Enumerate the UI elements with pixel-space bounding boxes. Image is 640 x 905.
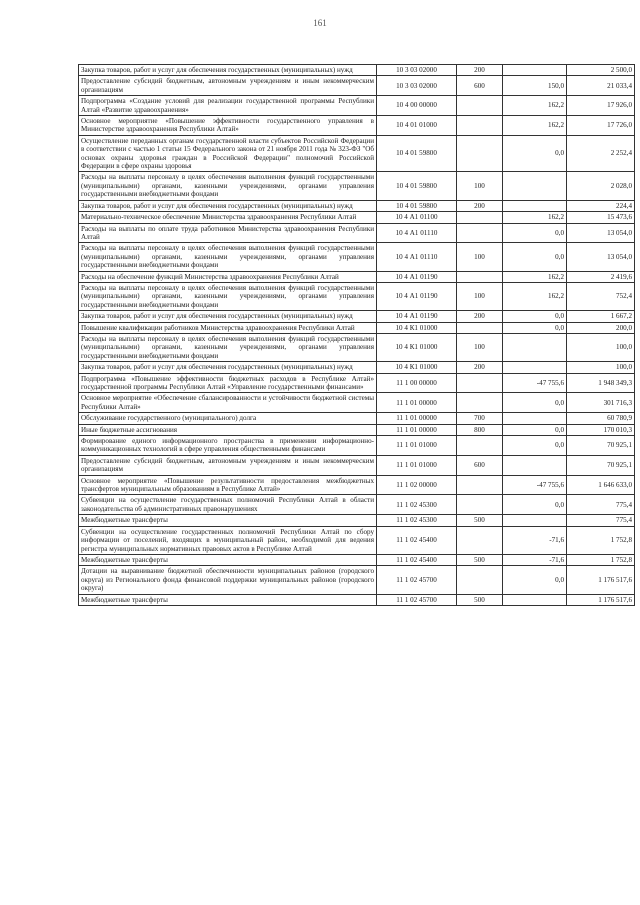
row-change-amount xyxy=(503,455,567,475)
row-total-amount: 2 419,6 xyxy=(567,271,635,282)
row-change-amount xyxy=(503,594,567,605)
row-description: Иные бюджетные ассигнования xyxy=(79,424,377,435)
row-code: 10 4 00 00000 xyxy=(377,96,457,116)
row-description: Основное мероприятие «Повышение эффективности государственного управления в Министерстве здравоохранения Республики Алтай» xyxy=(79,116,377,136)
row-code: 10 4 А1 01110 xyxy=(377,243,457,271)
row-code: 10 3 03 02000 xyxy=(377,65,457,76)
table-row xyxy=(79,362,635,373)
table-row xyxy=(79,200,635,211)
table-row xyxy=(79,223,635,243)
row-description: Закупка товаров, работ и услуг для обеспечения государственных (муниципальных) нужд xyxy=(79,200,377,211)
row-code: 11 1 02 45400 xyxy=(377,554,457,565)
row-description: Повышение квалификации работников Министерства здравоохранения Республики Алтай xyxy=(79,322,377,333)
row-total-amount: 15 473,6 xyxy=(567,212,635,223)
table-row xyxy=(79,373,635,393)
row-change-amount xyxy=(503,515,567,526)
row-expense-type: 200 xyxy=(457,200,503,211)
table-row xyxy=(79,455,635,475)
row-change-amount: 162,2 xyxy=(503,282,567,310)
row-expense-type: 600 xyxy=(457,76,503,96)
table-row xyxy=(79,333,635,361)
row-code: 11 1 02 45400 xyxy=(377,526,457,554)
row-description: Субвенции на осуществление государственных полномочий Республики Алтай в области законодательства об административных правонарушениях xyxy=(79,495,377,515)
row-total-amount: 1 176 517,6 xyxy=(567,566,635,594)
row-change-amount xyxy=(503,413,567,424)
row-total-amount: 170 010,3 xyxy=(567,424,635,435)
row-change-amount: 162,2 xyxy=(503,271,567,282)
row-description: Расходы на выплаты персоналу в целях обеспечения выполнения функций государственными (муниципальными) органами, казенными учреждениями, органами управления государственными внебюджетными фондами xyxy=(79,333,377,361)
table-row xyxy=(79,76,635,96)
row-code: 11 1 02 45300 xyxy=(377,515,457,526)
row-expense-type xyxy=(457,223,503,243)
row-code: 10 4 А1 01110 xyxy=(377,223,457,243)
row-code: 11 1 02 45300 xyxy=(377,495,457,515)
row-change-amount: 150,0 xyxy=(503,76,567,96)
row-change-amount: 162,2 xyxy=(503,116,567,136)
row-code: 11 1 01 01000 xyxy=(377,436,457,456)
table-row xyxy=(79,424,635,435)
row-change-amount: 0,0 xyxy=(503,436,567,456)
row-total-amount: 1 667,2 xyxy=(567,311,635,322)
row-code: 11 1 00 00000 xyxy=(377,373,457,393)
table-row xyxy=(79,135,635,172)
row-code: 10 4 01 59800 xyxy=(377,135,457,172)
row-expense-type: 100 xyxy=(457,172,503,200)
row-change-amount xyxy=(503,333,567,361)
row-description: Осуществление переданных органам государственной власти субъектов Российской Федерации в соответствии с частью 1 статьи 15 Федерального закона от 21 ноября 2011 года № 323-ФЗ "Об основах охраны здоровья граждан в Российской Федерации" полномочий Российской Федерации в сфере охраны здоровья xyxy=(79,135,377,172)
table-row xyxy=(79,526,635,554)
row-expense-type: 600 xyxy=(457,455,503,475)
row-expense-type: 100 xyxy=(457,243,503,271)
row-description: Расходы на выплаты персоналу в целях обеспечения выполнения функций государственными (муниципальными) органами, казенными учреждениями, органами управления государственными внебюджетными фондами xyxy=(79,282,377,310)
row-change-amount xyxy=(503,200,567,211)
row-total-amount: 21 033,4 xyxy=(567,76,635,96)
row-expense-type xyxy=(457,212,503,223)
row-description: Основное мероприятие «Повышение результативности предоставления межбюджетных трансфертов муниципальным образованиям в Республике Алтай» xyxy=(79,475,377,495)
row-total-amount: 752,4 xyxy=(567,282,635,310)
row-code: 10 4 К1 01000 xyxy=(377,322,457,333)
table-row xyxy=(79,271,635,282)
row-code: 10 4 К1 01000 xyxy=(377,333,457,361)
row-code: 10 4 А1 01190 xyxy=(377,271,457,282)
row-total-amount: 17 926,0 xyxy=(567,96,635,116)
row-code: 10 4 К1 01000 xyxy=(377,362,457,373)
row-total-amount: 1 752,8 xyxy=(567,554,635,565)
row-code: 11 1 02 45700 xyxy=(377,594,457,605)
table-row xyxy=(79,393,635,413)
table-row xyxy=(79,96,635,116)
row-expense-type xyxy=(457,566,503,594)
table-row xyxy=(79,243,635,271)
row-change-amount: -47 755,6 xyxy=(503,373,567,393)
row-change-amount: 0,0 xyxy=(503,311,567,322)
table-row xyxy=(79,566,635,594)
row-code: 11 1 01 00000 xyxy=(377,424,457,435)
row-expense-type: 500 xyxy=(457,554,503,565)
row-description: Подпрограмма «Создание условий для реализации государственной программы Республики Алтай «Развитие здравоохранения» xyxy=(79,96,377,116)
row-description: Субвенции на осуществление государственных полномочий Республики Алтай по сбору информации от поселений, входящих в муниципальный район, необходимой для ведения регистра муниципальных нормативных правовых актов в Республике Алтай xyxy=(79,526,377,554)
row-change-amount: -71,6 xyxy=(503,526,567,554)
row-expense-type xyxy=(457,475,503,495)
row-total-amount: 100,0 xyxy=(567,333,635,361)
row-total-amount: 200,0 xyxy=(567,322,635,333)
table-row xyxy=(79,436,635,456)
row-description: Подпрограмма «Повышение эффективности бюджетных расходов в Республике Алтай» государственной программы Республики Алтай «Управление государственными финансами» xyxy=(79,373,377,393)
row-expense-type xyxy=(457,495,503,515)
row-code: 10 3 03 02000 xyxy=(377,76,457,96)
row-expense-type: 200 xyxy=(457,311,503,322)
row-description: Закупка товаров, работ и услуг для обеспечения государственных (муниципальных) нужд xyxy=(79,362,377,373)
row-expense-type xyxy=(457,116,503,136)
table-row xyxy=(79,475,635,495)
row-expense-type: 500 xyxy=(457,594,503,605)
row-change-amount: -71,6 xyxy=(503,554,567,565)
row-total-amount: 775,4 xyxy=(567,495,635,515)
table-row xyxy=(79,65,635,76)
row-description: Обслуживание государственного (муниципального) долга xyxy=(79,413,377,424)
row-total-amount: 70 925,1 xyxy=(567,455,635,475)
row-code: 10 4 01 59800 xyxy=(377,200,457,211)
row-expense-type: 500 xyxy=(457,515,503,526)
row-description: Закупка товаров, работ и услуг для обеспечения государственных (муниципальных) нужд xyxy=(79,65,377,76)
budget-table-body xyxy=(79,65,635,606)
row-total-amount: 775,4 xyxy=(567,515,635,526)
row-description: Материально-техническое обеспечение Министерства здравоохранения Республики Алтай xyxy=(79,212,377,223)
row-total-amount: 1 948 349,3 xyxy=(567,373,635,393)
row-code: 11 1 02 45700 xyxy=(377,566,457,594)
row-change-amount: 0,0 xyxy=(503,223,567,243)
row-expense-type xyxy=(457,373,503,393)
budget-table xyxy=(78,64,635,606)
row-expense-type: 800 xyxy=(457,424,503,435)
page-number: 161 xyxy=(313,18,327,28)
row-description: Предоставление субсидий бюджетным, автономным учреждениям и иным некоммерческим организациям xyxy=(79,76,377,96)
table-row xyxy=(79,212,635,223)
row-expense-type xyxy=(457,135,503,172)
row-total-amount: 1 646 633,0 xyxy=(567,475,635,495)
row-change-amount: 0,0 xyxy=(503,322,567,333)
row-expense-type: 200 xyxy=(457,65,503,76)
table-row xyxy=(79,172,635,200)
row-expense-type xyxy=(457,526,503,554)
table-row xyxy=(79,495,635,515)
row-total-amount: 2 252,4 xyxy=(567,135,635,172)
row-change-amount: 162,2 xyxy=(503,96,567,116)
row-expense-type: 100 xyxy=(457,282,503,310)
table-row xyxy=(79,594,635,605)
row-total-amount: 100,0 xyxy=(567,362,635,373)
row-description: Межбюджетные трансферты xyxy=(79,554,377,565)
row-code: 11 1 01 00000 xyxy=(377,393,457,413)
row-change-amount: 0,0 xyxy=(503,135,567,172)
row-total-amount: 13 054,0 xyxy=(567,223,635,243)
row-description: Расходы на обеспечение функций Министерства здравоохранения Республики Алтай xyxy=(79,271,377,282)
table-row xyxy=(79,282,635,310)
row-total-amount: 17 726,0 xyxy=(567,116,635,136)
row-code: 11 1 02 00000 xyxy=(377,475,457,495)
table-row xyxy=(79,515,635,526)
row-code: 10 4 А1 01190 xyxy=(377,282,457,310)
row-code: 10 4 А1 01100 xyxy=(377,212,457,223)
row-description: Дотации на выравнивание бюджетной обеспеченности муниципальных районов (городского округа) из Регионального фонда финансовой поддержки муниципальных районов (городского округа) xyxy=(79,566,377,594)
row-code: 11 1 01 00000 xyxy=(377,413,457,424)
row-change-amount: 162,2 xyxy=(503,212,567,223)
row-code: 10 4 А1 01190 xyxy=(377,311,457,322)
row-change-amount xyxy=(503,172,567,200)
row-expense-type: 200 xyxy=(457,362,503,373)
row-code: 10 4 01 01000 xyxy=(377,116,457,136)
row-change-amount: 0,0 xyxy=(503,393,567,413)
table-row xyxy=(79,116,635,136)
row-total-amount: 224,4 xyxy=(567,200,635,211)
row-total-amount: 60 780,9 xyxy=(567,413,635,424)
row-description: Закупка товаров, работ и услуг для обеспечения государственных (муниципальных) нужд xyxy=(79,311,377,322)
row-expense-type xyxy=(457,322,503,333)
row-change-amount: 0,0 xyxy=(503,243,567,271)
row-total-amount: 13 054,0 xyxy=(567,243,635,271)
row-description: Расходы на выплаты персоналу в целях обеспечения выполнения функций государственными (муниципальными) органами, казенными учреждениями, органами управления государственными внебюджетными фондами xyxy=(79,172,377,200)
row-total-amount: 301 716,3 xyxy=(567,393,635,413)
row-total-amount: 2 028,0 xyxy=(567,172,635,200)
table-row xyxy=(79,311,635,322)
row-description: Формирование единого информационного пространства в применении информационно-коммуникационных технологий в сфере управления общественными финансами xyxy=(79,436,377,456)
row-total-amount: 2 500,0 xyxy=(567,65,635,76)
row-description: Предоставление субсидий бюджетным, автономным учреждениям и иным некоммерческим организациям xyxy=(79,455,377,475)
row-expense-type: 100 xyxy=(457,333,503,361)
row-expense-type: 700 xyxy=(457,413,503,424)
row-expense-type xyxy=(457,393,503,413)
table-row xyxy=(79,413,635,424)
row-total-amount: 1 752,8 xyxy=(567,526,635,554)
row-change-amount: 0,0 xyxy=(503,566,567,594)
row-description: Межбюджетные трансферты xyxy=(79,594,377,605)
row-change-amount: 0,0 xyxy=(503,424,567,435)
table-row xyxy=(79,322,635,333)
row-description: Межбюджетные трансферты xyxy=(79,515,377,526)
row-description: Расходы на выплаты персоналу в целях обеспечения выполнения функций государственными (муниципальными) органами, казенными учреждениями, органами управления государственными внебюджетными фондами xyxy=(79,243,377,271)
row-description: Основное мероприятие «Обеспечение сбалансированности и устойчивости бюджетной системы Республики Алтай» xyxy=(79,393,377,413)
row-change-amount: -47 755,6 xyxy=(503,475,567,495)
row-change-amount xyxy=(503,362,567,373)
table-row xyxy=(79,554,635,565)
row-expense-type xyxy=(457,96,503,116)
row-expense-type xyxy=(457,271,503,282)
row-code: 11 1 01 01000 xyxy=(377,455,457,475)
row-code: 10 4 01 59800 xyxy=(377,172,457,200)
row-total-amount: 1 176 517,6 xyxy=(567,594,635,605)
row-change-amount: 0,0 xyxy=(503,495,567,515)
row-description: Расходы на выплаты по оплате труда работников Министерства здравоохранения Республики Алтай xyxy=(79,223,377,243)
row-expense-type xyxy=(457,436,503,456)
row-total-amount: 70 925,1 xyxy=(567,436,635,456)
row-change-amount xyxy=(503,65,567,76)
